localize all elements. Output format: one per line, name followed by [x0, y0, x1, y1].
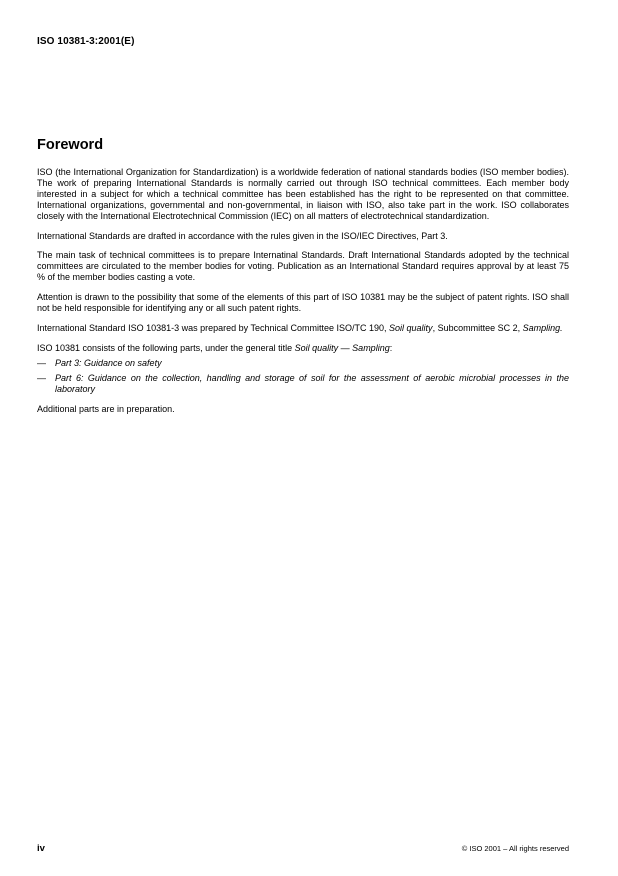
parts-intro-prefix: ISO 10381 consists of the following parts, under the general title [37, 342, 295, 353]
section-title: Foreword [37, 137, 104, 153]
subcommittee-name: Sampling. [522, 322, 563, 333]
preparation-middle: , Subcommittee SC 2, [432, 322, 523, 333]
list-dash: — [37, 357, 46, 368]
paragraph-additional-parts: Additional parts are in preparation. [37, 403, 175, 414]
list-item [37, 373, 569, 395]
list-item [37, 358, 569, 369]
general-title: Soil quality — Sampling [294, 342, 390, 353]
paragraph-iso-overview: ISO (the International Organization for Standardization) is a worldwide federation of national standards bodies (ISO member bodies). The work of preparing International Standards is normally carried out through ISO technical committees. Each member body interested in a subject for which a technical committee has been established has the right to be represented on that committee. International organizations, governmental and non-governmental, in liaison with ISO, also take part in the work. ISO collaborates closely with the International Electrotechnical Commission (IEC) on all matters of electrotechnical standardization. [37, 167, 569, 221]
committee-name: Soil quality [389, 322, 433, 333]
paragraph-preparation [37, 323, 569, 334]
list-item-text: Part 6: Guidance on the collection, handling and storage of soil for the assessment of aerobic microbial processes in the laboratory [55, 372, 569, 394]
copyright-notice: © ISO 2001 – All rights reserved [461, 844, 569, 853]
paragraph-technical-committees: The main task of technical committees is to prepare Internatinal Standards. Draft International Standards adopted by the technical committees are circulated to the member bodies for voting. Publication as an International Standard requires approval by at least 75 % of the member bodies casting a vote. [37, 250, 569, 283]
document-header-id: ISO 10381-3:2001(E) [37, 36, 135, 47]
paragraph-directives: International Standards are drafted in accordance with the rules given in the ISO/IEC Directives, Part 3. [37, 230, 448, 241]
list-item-text: Part 3: Guidance on safety [55, 357, 162, 368]
preparation-prefix: International Standard ISO 10381-3 was prepared by Technical Committee ISO/TC 190, [37, 322, 390, 333]
parts-intro-suffix: : [389, 342, 393, 353]
paragraph-patent-rights: Attention is drawn to the possibility that some of the elements of this part of ISO 10381 may be the subject of patent rights. ISO shall not be held responsible for identifying any or all such patent rights. [37, 292, 569, 314]
list-dash: — [37, 372, 46, 383]
page-number: iv [37, 843, 45, 854]
document-body [37, 167, 569, 423]
paragraph-parts-intro [37, 343, 569, 354]
